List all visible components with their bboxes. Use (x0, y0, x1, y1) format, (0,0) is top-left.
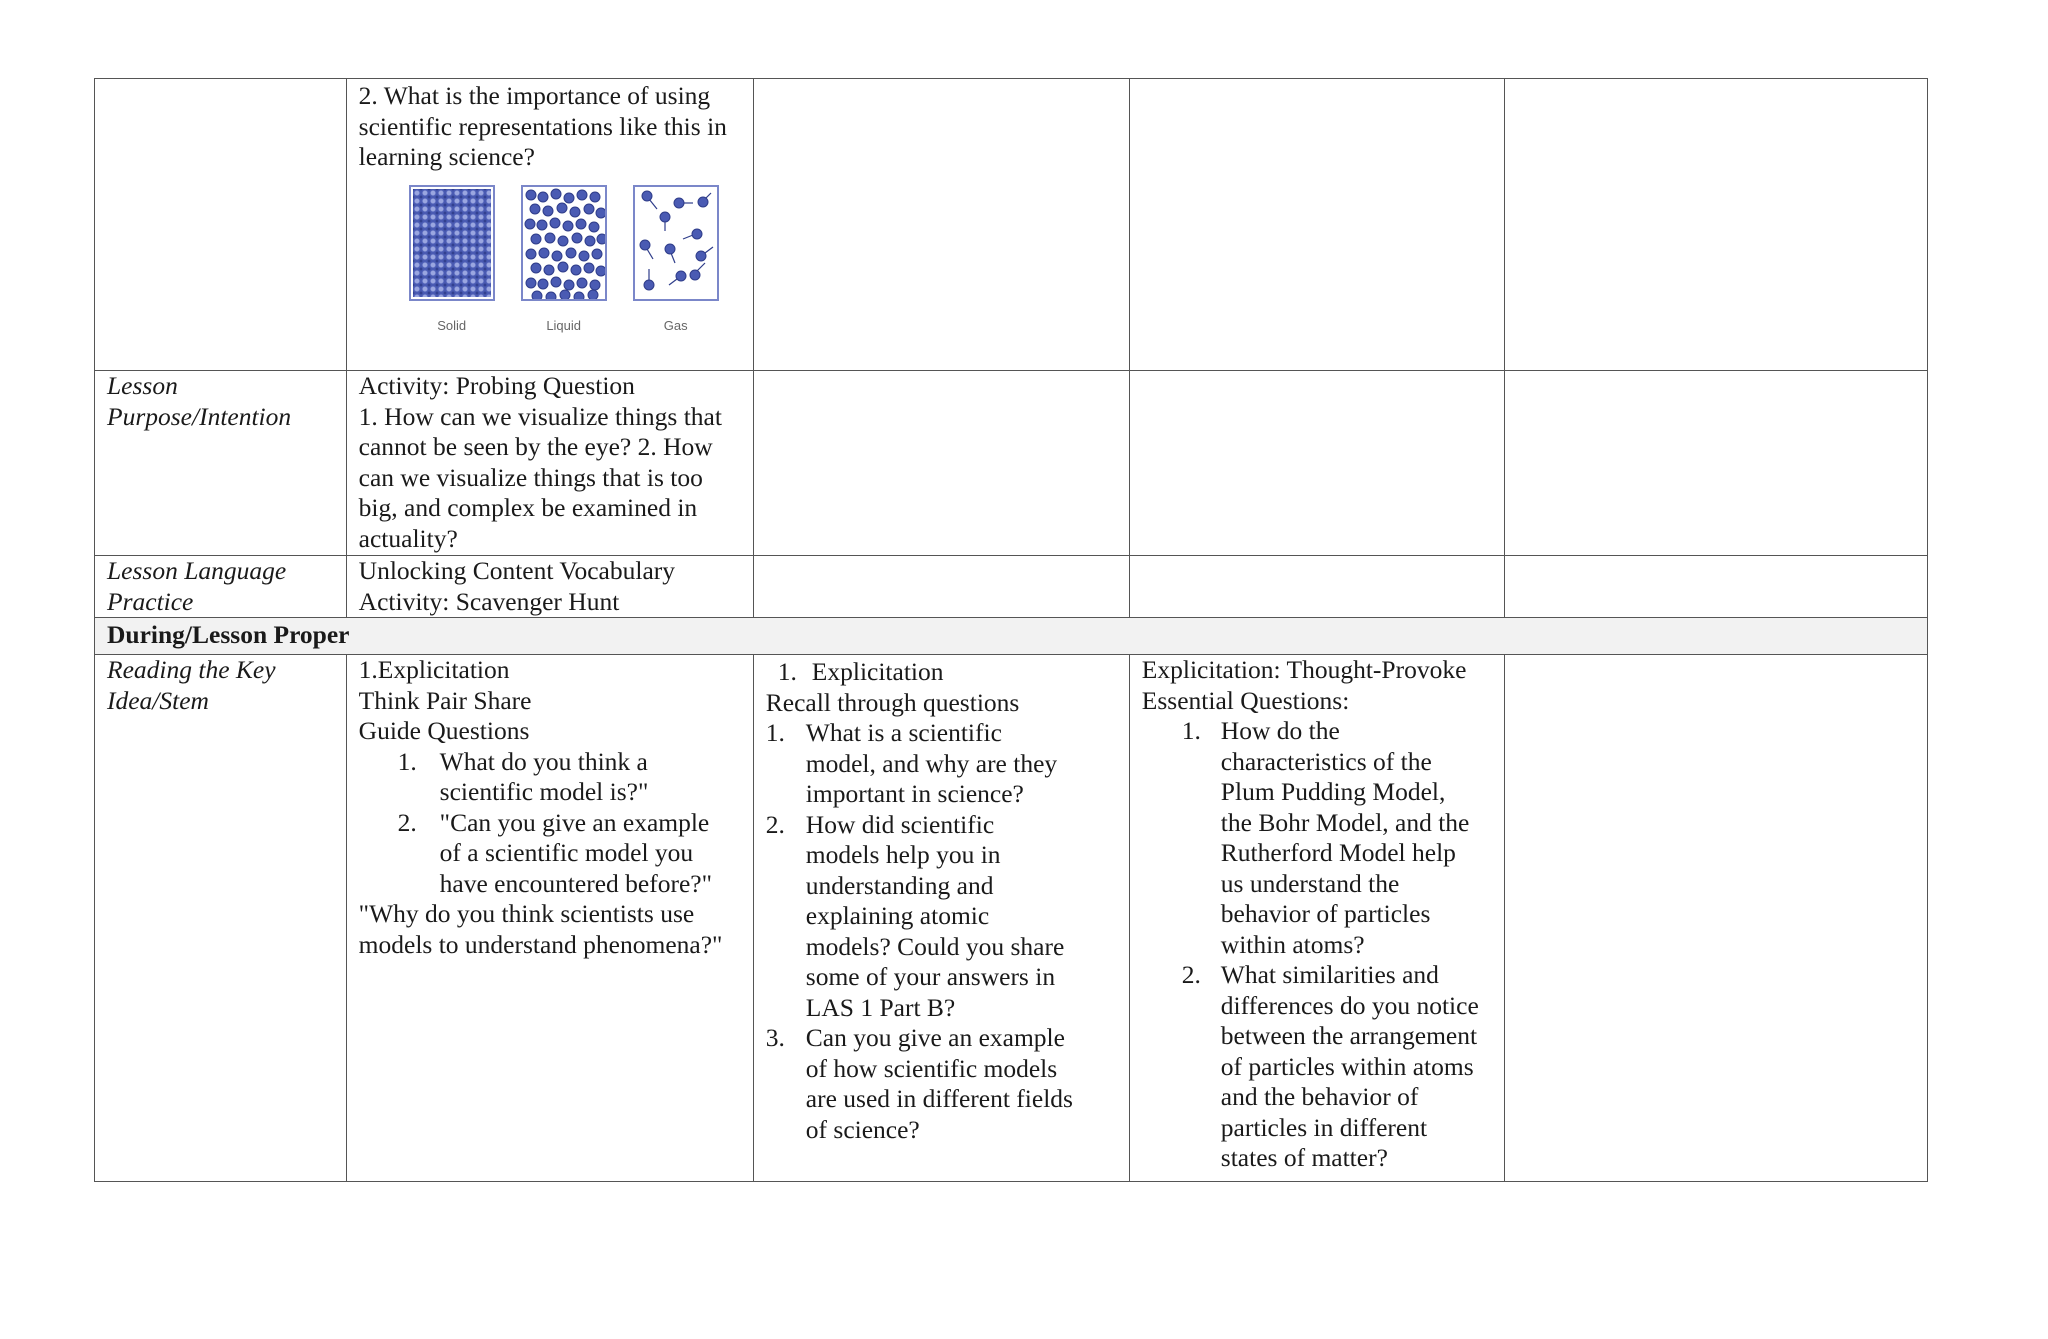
purpose-line: cannot be seen by the eye? 2. How (358, 432, 713, 461)
row-label-cell (95, 371, 347, 556)
cell-heading-line: Explicitation: Thought-Provoke (1141, 655, 1467, 684)
essential-question-list (1142, 716, 1496, 1174)
row-label-line: Reading the Key (107, 655, 276, 684)
figure-caption-liquid: Liquid (546, 317, 582, 333)
footer-question-line: models to understand phenomena?" (358, 929, 723, 959)
figure-caption-gas: Gas (663, 317, 688, 333)
cell-subheading-line: Recall through questions (765, 687, 1020, 717)
table-row (95, 79, 1928, 371)
empty-cell (1504, 655, 1927, 1182)
vocabulary-line: Activity: Scavenger Hunt (358, 586, 620, 616)
list-item: 2. "Can you give an example of a scientific model you have encountered before?" (397, 807, 713, 898)
question-cell (346, 79, 753, 371)
states-of-matter-figure (359, 175, 719, 353)
row-label-cell (95, 79, 347, 371)
gas-particles-image (633, 185, 719, 301)
list-item: 2. What similarities and differences do you notice between the arrangement of particles within atoms and the behavior of particles in different states of matter? (1181, 960, 1479, 1172)
think-pair-share-cell (346, 655, 753, 1182)
row-label-line: Practice (107, 586, 194, 616)
liquid-state-diagram (521, 185, 607, 342)
solid-state-diagram (409, 185, 495, 342)
cell-heading-line: Think Pair Share (358, 685, 532, 715)
row-label-line: Lesson (107, 371, 178, 400)
liquid-particles-svg (523, 187, 607, 301)
purpose-line: Activity: Probing Question (358, 371, 635, 400)
list-item: 3. Can you give an example of how scientific models are used in different fields of science? (765, 1023, 1073, 1144)
empty-cell (1504, 556, 1927, 618)
cell-heading-line: 1. Explicitation (777, 657, 944, 686)
essential-questions-cell (1129, 655, 1504, 1182)
table-row (95, 556, 1928, 618)
row-label-line: Idea/Stem (107, 685, 209, 715)
vocabulary-cell (346, 556, 753, 618)
list-item: 1. What is a scientific model, and why are they important in science? (765, 718, 1058, 808)
empty-cell (753, 556, 1129, 618)
empty-cell (1129, 556, 1504, 618)
row-label-line: Purpose/Intention (107, 401, 292, 431)
table-row (95, 371, 1928, 556)
purpose-line: 1. How can we visualize things that (358, 401, 722, 431)
section-header-row (95, 618, 1928, 655)
vocabulary-line: Unlocking Content Vocabulary (358, 556, 676, 585)
purpose-line: actuality? (358, 523, 458, 553)
empty-cell (1504, 79, 1927, 371)
question-line: 2. What is the importance of using (358, 81, 711, 110)
guide-question-list (359, 747, 745, 900)
empty-cell (1129, 371, 1504, 556)
cell-heading-line: Guide Questions (358, 716, 530, 745)
empty-cell (753, 371, 1129, 556)
liquid-particles-image (521, 185, 607, 301)
gas-particles-svg (635, 187, 719, 301)
empty-cell (1129, 79, 1504, 371)
purpose-line: can we visualize things that is too (358, 462, 703, 492)
recall-question-list (766, 718, 1121, 1145)
question-line: scientific representations like this in (358, 111, 727, 141)
section-header: During/Lesson Proper (95, 618, 1928, 655)
row-label-cell (95, 655, 347, 1182)
list-item: 1. How do the characteristics of the Plum Pudding Model, the Bohr Model, and the Rutherford Model help us understand the behavior of particles within atoms? (1181, 716, 1470, 959)
figure-caption-solid: Solid (437, 317, 467, 333)
list-item: 2. How did scientific models help you in understanding and explaining atomic models? Could you share some of your answers in LAS 1 Part B? (765, 809, 1065, 1022)
row-label-cell (95, 556, 347, 618)
empty-cell (753, 79, 1129, 371)
footer-question-line: "Why do you think scientists use (358, 899, 695, 928)
empty-cell (1504, 371, 1927, 556)
purpose-cell (346, 371, 753, 556)
solid-particles-image (409, 185, 495, 301)
cell-heading-line: Essential Questions: (1141, 685, 1350, 715)
gas-state-diagram (633, 185, 719, 342)
question-line: learning science? (358, 142, 535, 171)
row-label-line: Lesson Language (107, 556, 287, 585)
cell-heading-line: 1.Explicitation (358, 655, 510, 684)
recall-questions-cell (753, 655, 1129, 1182)
list-item: 1. What do you think a scientific model is?" (397, 746, 649, 806)
purpose-line: big, and complex be examined in (358, 493, 698, 522)
lesson-plan-table (94, 78, 1928, 1182)
table-row (95, 655, 1928, 1182)
